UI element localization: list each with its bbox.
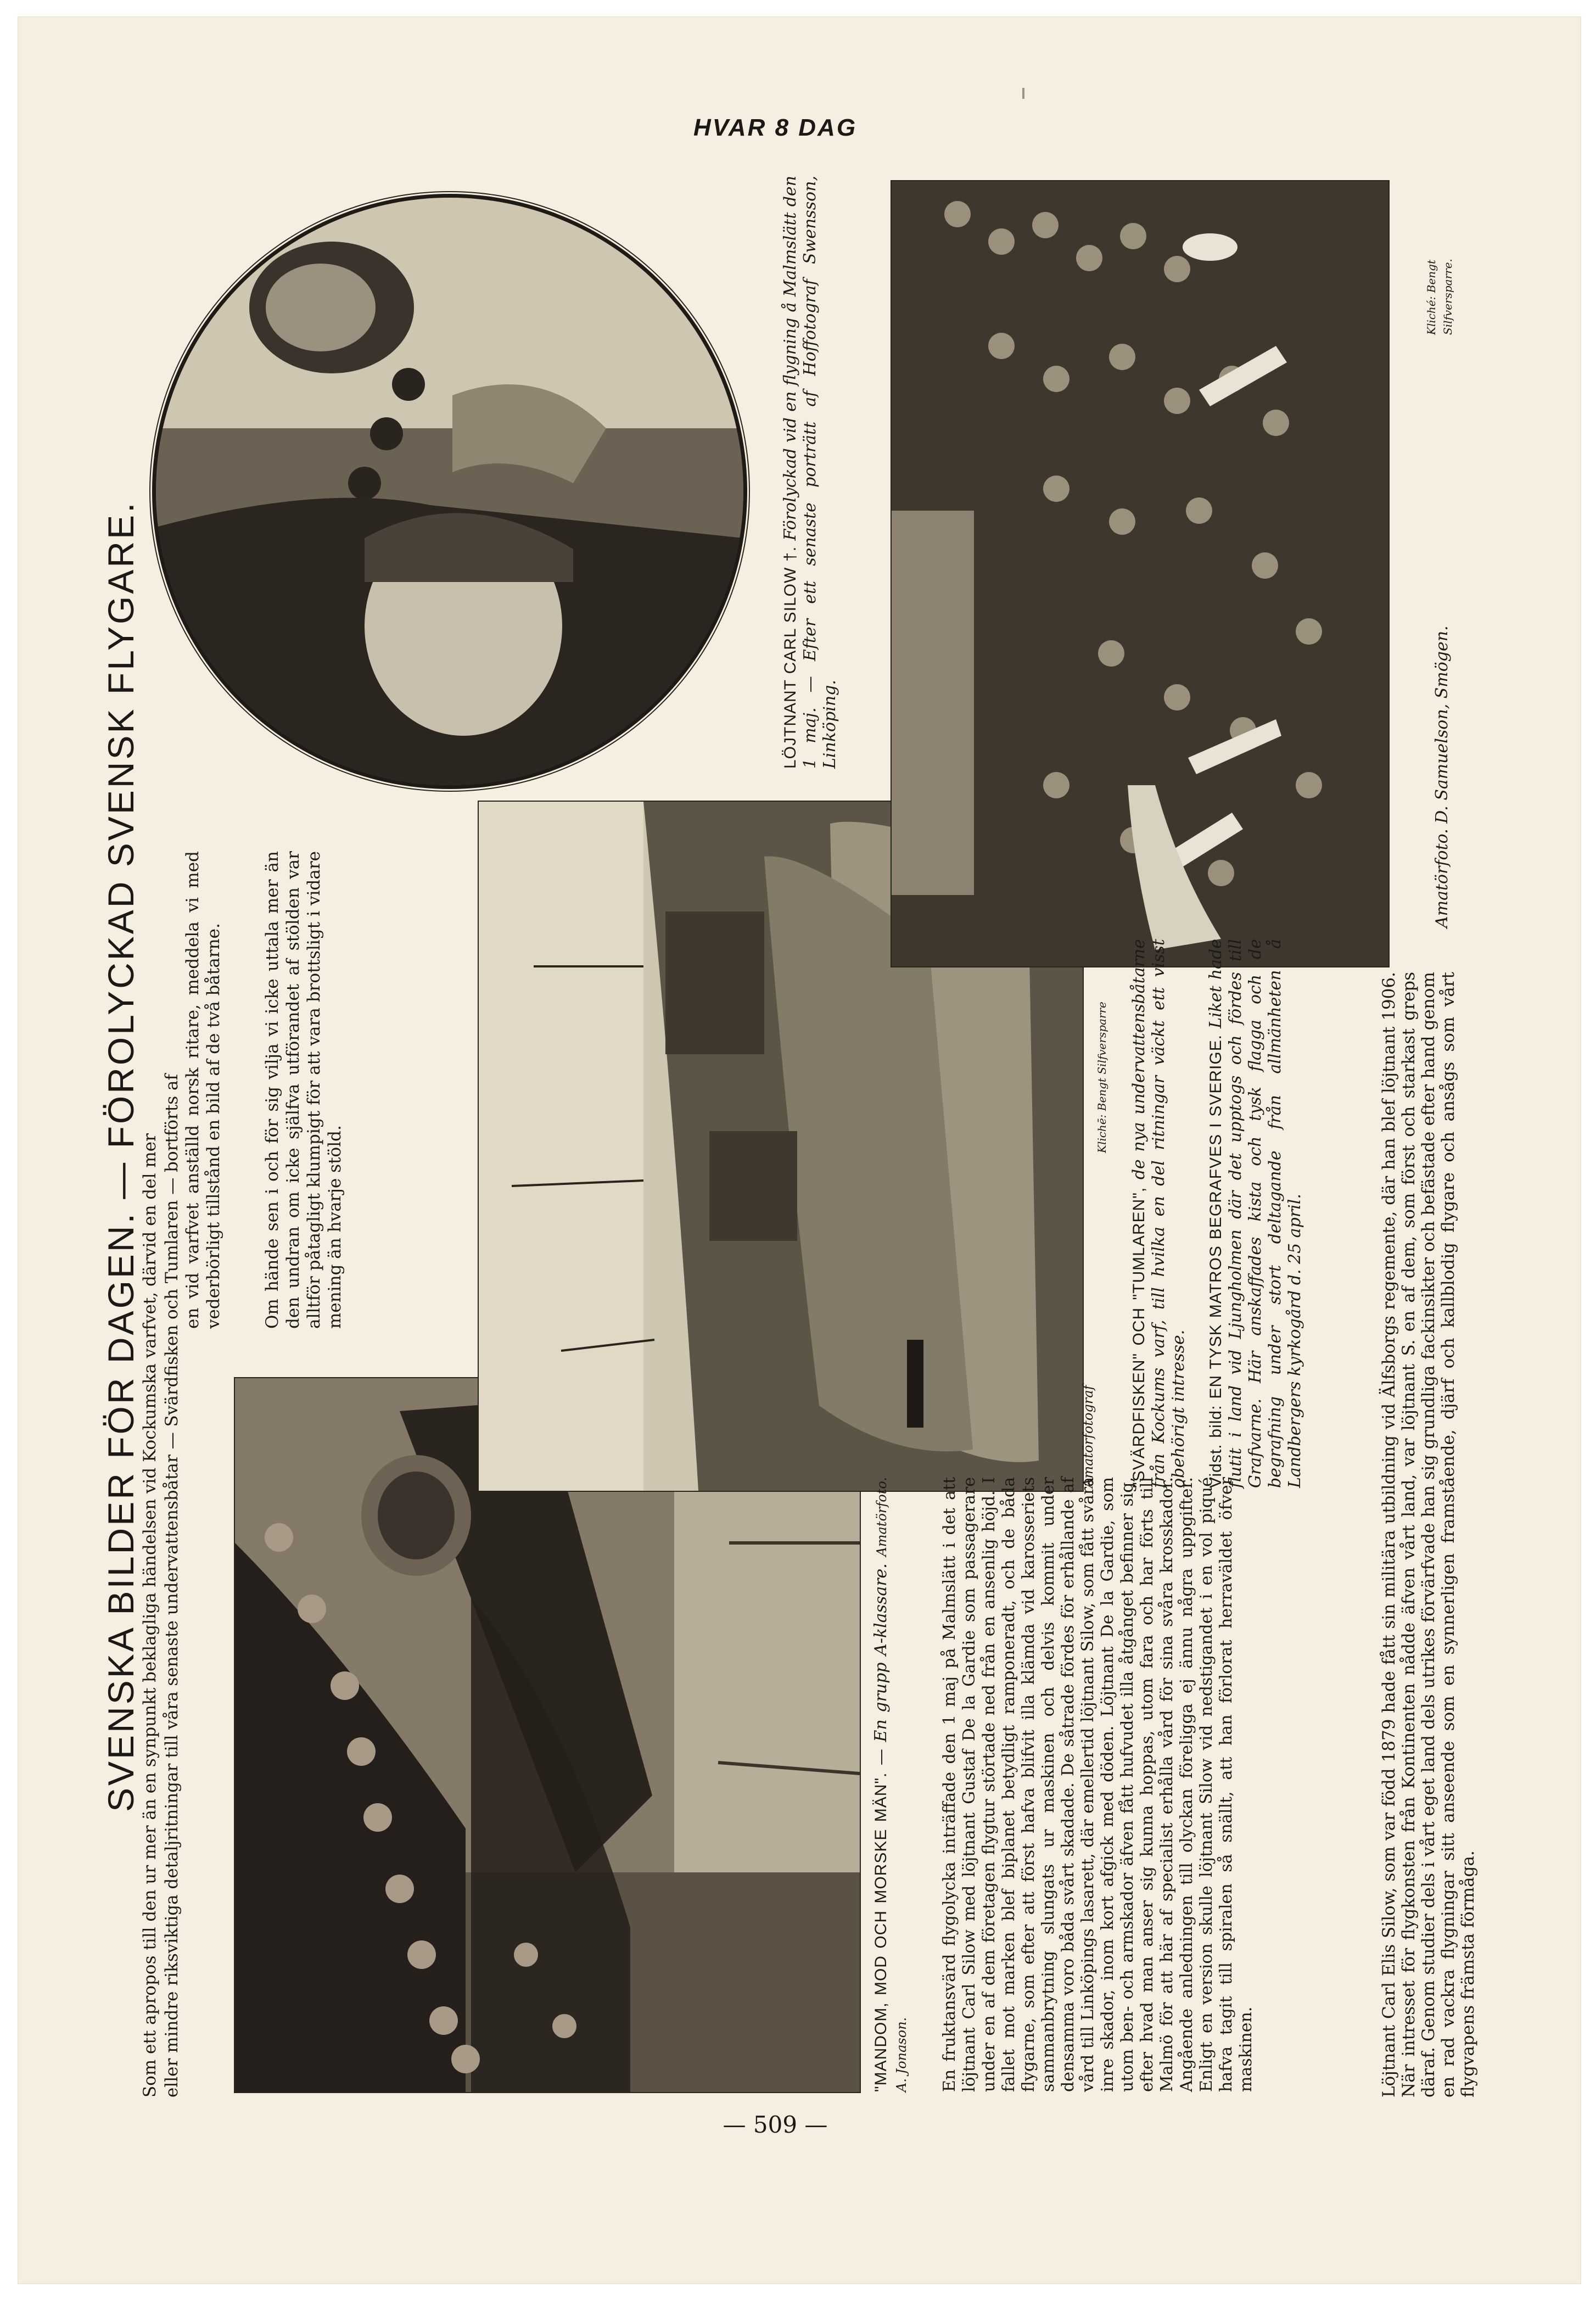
intro-continuation-2: Om hände sen i och för sig vilja vi icke uttala mer än den undran om icke själfva utförandet af stölden var alltför påtagligt klumpigt för att vara brottsligt i vidare mening än hvarje stöld. — [262, 851, 345, 1329]
funeral-photo — [892, 181, 1388, 966]
funeral-block-credit: Kliché: Bengt Silfversparre. — [1425, 259, 1454, 335]
silow-bio: Löjtnant Carl Elis Silow, som var född 1879 hade fått sin militära utbildning vid Älfsborgs regemente, där han blef löjtnant 1906. När intresset för flygkonsten från Kontinenten nådde äfven vårt land, var löjtnant S. en af dem, som först och starkast greps däraf. Genom studier dels i vårt eget land dels utrikes förvärfvade han sig grundliga fackinsikter och befästade efter hand genom en rad vackra flygningar sitt anseende som en synnerligen framstående, djärf och kallblodig flygare och ansågs som vårt flygvapens främsta förmåga. — [1379, 972, 1478, 2097]
mandom-caption — [871, 1477, 911, 2092]
silow-portrait — [156, 198, 743, 785]
funeral-caption-head: Vidst. bild: EN TYSK MATROS BEGRAFVES I SVERIGE. — [1207, 1034, 1225, 1488]
crash-article-lead: En fruktansvärd flygolycka inträffade den 1 maj på Malmslätt i det att löjtnant Carl Silow med löjtnant Gustaf De la Gardie som passagerare under en af dem företagen flygtur störtade ned från en ansenlig höjd. I fallet mot marken blef biplanet betydligt ramponeradt, och de båda flygarne, som efter att först hafva blifvit illa klämda vid karosseriets sammanbrytning slungats ur maskinen och delvis kommit under densamma voro båda svårt skadade. De såtrade fördes för erhållande af vård till Linköpings lasarett, där emellertid löjtnant Silow, som fått svåra inre skador, inom kort afgick med döden. Löjtnant De la Gardie, som utom ben- och armskador äfven fått hufvudet illa åtgånget befinner sig, efter hvad man anser sig kunna hoppas, utom fara och har förts till Malmö för att här af specialist erhålla vård för sina svåra krosskador. Angående anledningen till olyckan föreligga ej ännu några uppgifter. Enligt en version skulle löjtnant Silow vid nedstigandet i en vol piqué hafva tagit till spiralen så snällt, att han förlorat herraväldet öfver maskinen. — [940, 1477, 1256, 2092]
mandom-caption-text: — En grupp A-klassare. — [871, 1563, 891, 1766]
intro-line-2: eller mindre riksviktiga detaljritningar till våra senaste undervattensbåtar — Svärdfisken och Tumlaren — bortförts af — [162, 1073, 182, 2097]
subs-caption-head: "SVÄRDFISKEN" OCH "TUMLAREN", — [1130, 1187, 1148, 1488]
funeral-image — [892, 181, 1388, 966]
mandom-caption-head: "MANDOM, MOD OCH MORSKE MÄN". — [872, 1772, 890, 2092]
intro-continuation: en vid varfvet anställd norsk ritare, meddela vi med vederbörligt tillstånd en bild af de två båtarne. — [183, 851, 223, 1329]
silow-caption-head: LÖJTNANT CARL SILOW †. — [781, 546, 799, 769]
magazine-header: HVAR 8 DAG — [693, 114, 858, 141]
mandom-credit: Amatörfoto. A. Jonason. — [874, 1476, 909, 2092]
funeral-credit: Amatörfoto. D. Samuelson, Smögen. — [1432, 625, 1452, 928]
main-title: SVENSKA BILDER FÖR DAGEN. — FÖROLYCKAD SVENSK FLYGARE. — [100, 500, 141, 1812]
page-number: — 509 — — [723, 2111, 828, 2138]
subs-caption — [1129, 939, 1189, 1488]
magazine-page — [18, 16, 1581, 2284]
intro-line-1: Som ett apropos till den ur mer än en synpunkt beklagliga händelsen vid Kockumska varfvet, därvid en del mer — [140, 1133, 160, 2097]
subs-photo-credit: Amatörfotograf — [1080, 1385, 1096, 1488]
margin-mark — [1022, 88, 1024, 99]
subs-caption-text: de nya undervattensbåtarne från Kockums varf, till hvilka en del ritningar väckt ett visst obehörigt intresse. — [1129, 939, 1188, 1488]
aviator-image — [156, 198, 743, 785]
funeral-caption — [1206, 939, 1305, 1488]
funeral-caption-text: Liket hade flutit i land vid Ljungholmen där det upptogs och fördes till Grafvarne. Här anskaffades kista och tysk flagga och de begrafning under stort deltagande från allmänheten å Landbergers kyrkogård d. 25 april. — [1206, 939, 1304, 1488]
silow-caption-text: Förolyckad vid en flygning å Malmslätt den 1 maj. — Efter ett senaste porträtt af Hoffotograf Swensson, Linköping. — [781, 176, 839, 769]
subs-block-credit: Klichē: Bengt Silfversparre — [1095, 1002, 1108, 1153]
silow-caption — [781, 176, 840, 769]
